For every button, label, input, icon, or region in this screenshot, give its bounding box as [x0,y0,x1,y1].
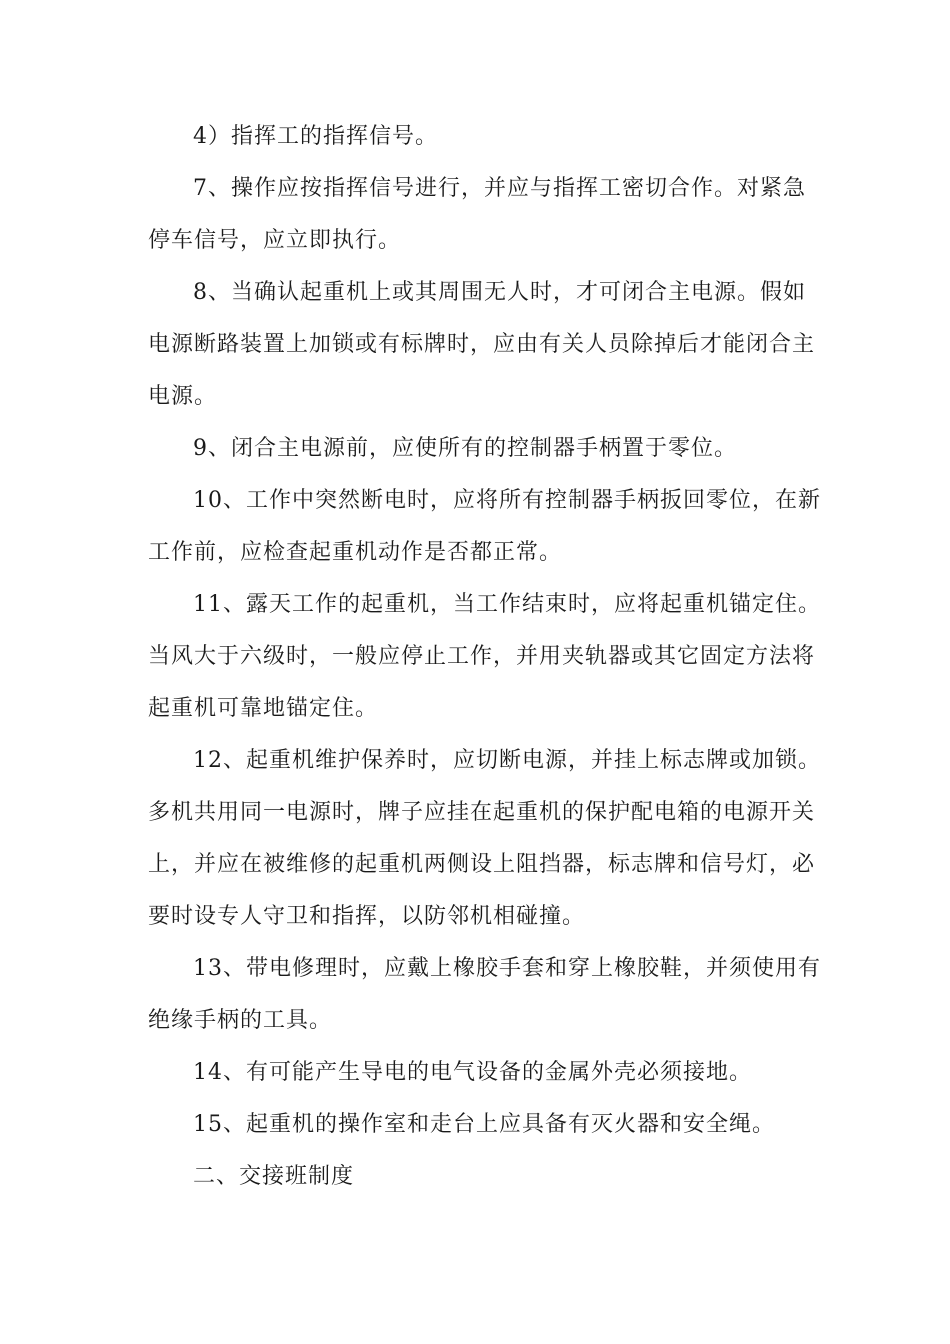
paragraph-line: 上，并应在被维修的起重机两侧设上阻挡器，标志牌和信号灯，必 [148,852,816,877]
paragraph-line: 起重机可靠地锚定住。 [148,696,379,721]
paragraph-line: 8、当确认起重机上或其周围无人时，才可闭合主电源。假如 [193,280,806,305]
paragraph-line: 9、闭合主电源前，应使所有的控制器手柄置于零位。 [193,436,737,461]
paragraph-line: 4）指挥工的指挥信号。 [193,124,438,149]
paragraph-line: 停车信号，应立即执行。 [148,228,402,253]
paragraph-line: 10、工作中突然断电时，应将所有控制器手柄扳回零位，在新 [193,488,821,513]
paragraph-line: 11、露天工作的起重机，当工作结束时，应将起重机锚定住。 [193,592,821,617]
paragraph-line: 15、起重机的操作室和走台上应具备有灭火器和安全绳。 [193,1112,775,1137]
paragraph-line: 绝缘手柄的工具。 [148,1008,333,1033]
paragraph-line: 13、带电修理时，应戴上橡胶手套和穿上橡胶鞋，并须使用有 [193,956,821,981]
paragraph-line: 7、操作应按指挥信号进行，并应与指挥工密切合作。对紧急 [193,176,806,201]
paragraph-line: 电源断路装置上加锁或有标牌时，应由有关人员除掉后才能闭合主 [148,332,816,357]
paragraph-line: 电源。 [148,384,218,409]
paragraph-line: 12、起重机维护保养时，应切断电源，并挂上标志牌或加锁。 [193,748,821,773]
paragraph-line: 当风大于六级时，一般应停止工作，并用夹轨器或其它固定方法将 [148,644,816,669]
paragraph-line: 14、有可能产生导电的电气设备的金属外壳必须接地。 [193,1060,752,1085]
section-heading: 二、交接班制度 [193,1164,355,1189]
paragraph-line: 多机共用同一电源时，牌子应挂在起重机的保护配电箱的电源开关 [148,800,816,825]
paragraph-line: 工作前，应检查起重机动作是否都正常。 [148,540,563,565]
paragraph-line: 要时设专人守卫和指挥，以防邻机相碰撞。 [148,904,586,929]
